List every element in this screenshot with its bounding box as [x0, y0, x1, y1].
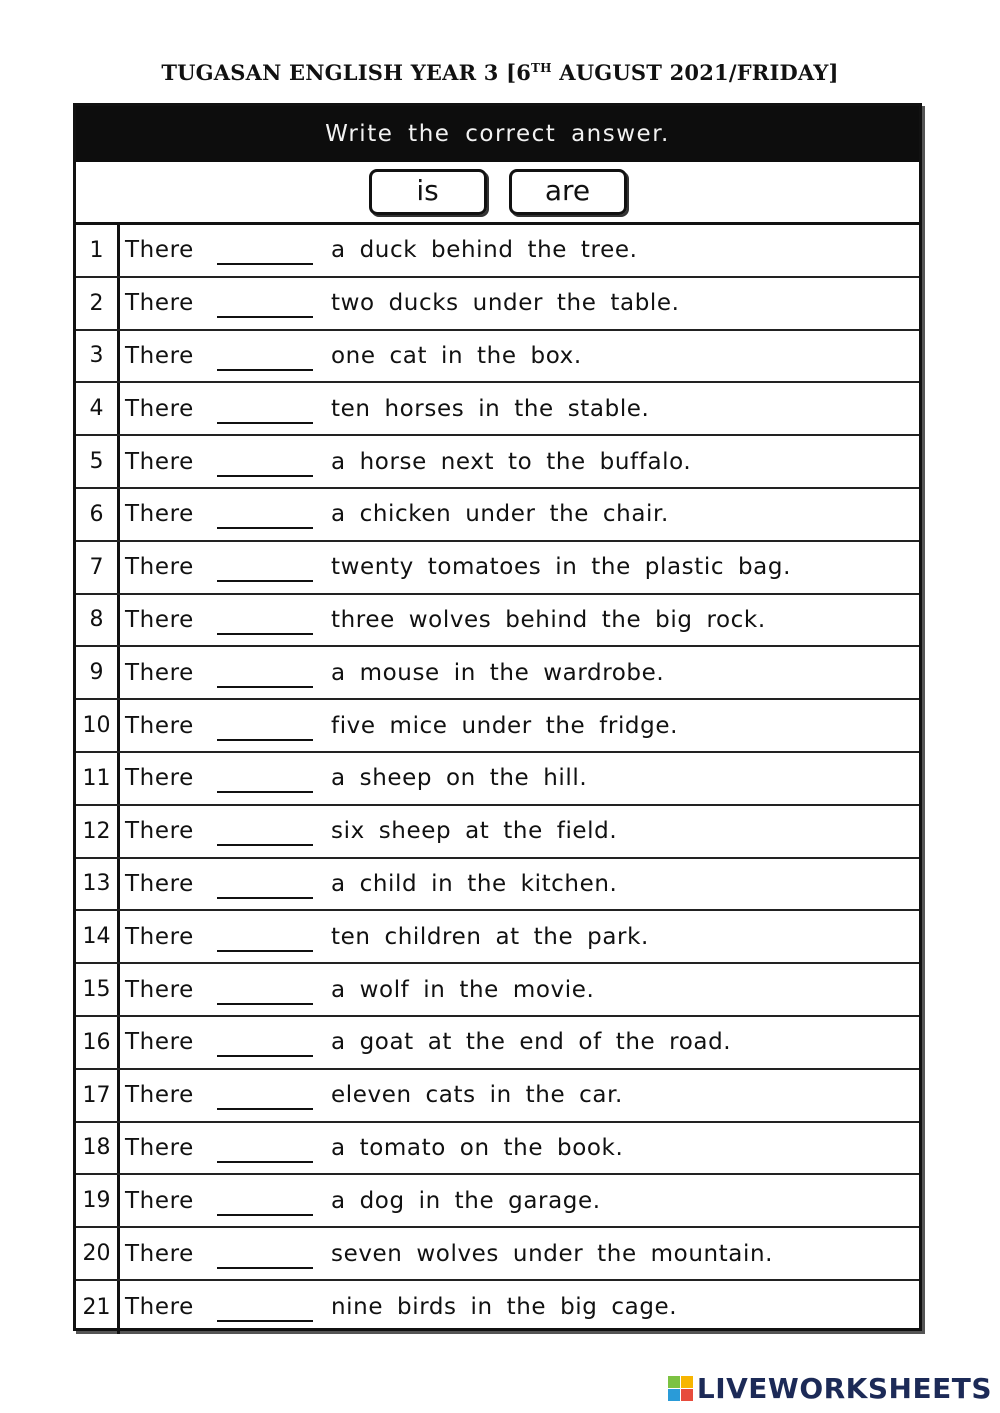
page-title: TUGASAN ENGLISH YEAR 3 [6TH AUGUST 2021/FRIDAY]	[161, 60, 839, 85]
question-row	[76, 383, 919, 436]
question-sentence	[120, 343, 582, 369]
answer-blank[interactable]	[217, 824, 313, 846]
question-row	[76, 1017, 919, 1070]
sentence-start: There	[125, 1294, 194, 1321]
answer-blank[interactable]	[217, 560, 313, 582]
answer-blank[interactable]	[217, 771, 313, 793]
sentence-start: There	[125, 765, 194, 792]
question-sentence	[120, 1029, 731, 1055]
sentence-rest: six sheep at the field.	[331, 818, 618, 845]
question-sentence	[120, 713, 678, 739]
logo-square	[681, 1389, 693, 1401]
question-row	[76, 225, 919, 278]
question-row	[76, 595, 919, 648]
question-sentence	[120, 1082, 623, 1108]
question-number: 17	[76, 1070, 120, 1121]
question-sentence	[120, 449, 691, 475]
sentence-rest: nine birds in the big cage.	[331, 1294, 678, 1321]
question-row	[76, 647, 919, 700]
sentence-rest: eleven cats in the car.	[331, 1082, 623, 1109]
answer-blank[interactable]	[217, 983, 313, 1005]
sentence-rest: a goat at the end of the road.	[331, 1029, 732, 1056]
question-row	[76, 1281, 919, 1334]
question-number: 21	[76, 1281, 120, 1334]
answer-blank[interactable]	[217, 877, 313, 899]
sentence-start: There	[125, 554, 194, 581]
answer-blank[interactable]	[217, 1141, 313, 1163]
question-sentence	[120, 871, 617, 897]
sentence-rest: twenty tomatoes in the plastic bag.	[331, 554, 791, 581]
liveworksheets-logo: LIVEWORKSHEETS	[668, 1372, 992, 1405]
question-row	[76, 489, 919, 542]
question-sentence	[120, 818, 617, 844]
sentence-start: There	[125, 1240, 194, 1267]
question-number: 6	[76, 489, 120, 540]
question-number: 14	[76, 911, 120, 962]
question-row	[76, 1175, 919, 1228]
answer-blank[interactable]	[217, 719, 313, 741]
question-sentence	[120, 1294, 677, 1320]
logo-square	[668, 1389, 680, 1401]
question-number: 4	[76, 383, 120, 434]
answer-blank[interactable]	[217, 243, 313, 265]
question-number: 2	[76, 278, 120, 329]
question-row	[76, 859, 919, 912]
instruction-banner: Write the correct answer.	[76, 106, 919, 162]
sentence-start: There	[125, 1134, 194, 1161]
answer-blank[interactable]	[217, 402, 313, 424]
question-row	[76, 1070, 919, 1123]
question-row	[76, 964, 919, 1017]
sentence-start: There	[125, 923, 194, 950]
sentence-start: There	[125, 712, 194, 739]
question-row	[76, 753, 919, 806]
sentence-start: There	[125, 976, 194, 1003]
sentence-rest: a chicken under the chair.	[331, 501, 669, 528]
answer-blank[interactable]	[217, 1088, 313, 1110]
question-sentence	[120, 607, 766, 633]
answer-blank[interactable]	[217, 349, 313, 371]
sentence-rest: two ducks under the table.	[331, 290, 680, 317]
sentence-rest: three wolves behind the big rock.	[331, 606, 766, 633]
sentence-start: There	[125, 395, 194, 422]
sentence-start: There	[125, 290, 194, 317]
liveworksheets-logo-icon	[668, 1376, 693, 1401]
sentence-start: There	[125, 870, 194, 897]
sentence-start: There	[125, 237, 194, 264]
sentence-start: There	[125, 659, 194, 686]
question-sentence	[120, 290, 680, 316]
sentence-start: There	[125, 448, 194, 475]
option-are[interactable]: are	[509, 169, 627, 215]
sentence-rest: a duck behind the tree.	[331, 237, 638, 264]
question-number: 5	[76, 436, 120, 487]
option-is[interactable]: is	[369, 169, 487, 215]
question-number: 8	[76, 595, 120, 646]
question-row	[76, 436, 919, 489]
question-sentence	[120, 237, 638, 263]
sentence-start: There	[125, 1029, 194, 1056]
question-sentence	[120, 1135, 623, 1161]
question-number: 20	[76, 1228, 120, 1279]
question-list	[76, 225, 919, 1334]
question-sentence	[120, 765, 587, 791]
answer-blank[interactable]	[217, 930, 313, 952]
question-row	[76, 331, 919, 384]
sentence-start: There	[125, 1187, 194, 1214]
sentence-rest: a dog in the garage.	[331, 1187, 601, 1214]
sentence-rest: a tomato on the book.	[331, 1134, 624, 1161]
question-row	[76, 1123, 919, 1176]
question-sentence	[120, 660, 664, 686]
answer-options	[76, 162, 919, 225]
logo-square	[681, 1376, 693, 1388]
answer-blank[interactable]	[217, 613, 313, 635]
question-sentence	[120, 396, 649, 422]
question-row	[76, 806, 919, 859]
sentence-rest: seven wolves under the mountain.	[331, 1240, 774, 1267]
question-number: 10	[76, 700, 120, 751]
question-row	[76, 911, 919, 964]
question-number: 7	[76, 542, 120, 593]
question-sentence	[120, 924, 649, 950]
worksheet	[73, 103, 922, 1331]
answer-blank[interactable]	[217, 296, 313, 318]
question-sentence	[120, 1188, 601, 1214]
question-sentence	[120, 501, 669, 527]
answer-blank[interactable]	[217, 455, 313, 477]
sentence-rest: a wolf in the movie.	[331, 976, 595, 1003]
logo-square	[668, 1376, 680, 1388]
question-sentence	[120, 977, 594, 1003]
answer-blank[interactable]	[217, 507, 313, 529]
question-sentence	[120, 554, 791, 580]
question-row	[76, 1228, 919, 1281]
question-number: 16	[76, 1017, 120, 1068]
sentence-start: There	[125, 342, 194, 369]
question-row	[76, 278, 919, 331]
question-number: 19	[76, 1175, 120, 1226]
question-number: 18	[76, 1123, 120, 1174]
sentence-rest: ten children at the park.	[331, 923, 649, 950]
answer-blank[interactable]	[217, 1194, 313, 1216]
sentence-rest: five mice under the fridge.	[331, 712, 678, 739]
sentence-start: There	[125, 1082, 194, 1109]
sentence-start: There	[125, 606, 194, 633]
sentence-rest: a sheep on the hill.	[331, 765, 588, 792]
sentence-rest: a horse next to the buffalo.	[331, 448, 692, 475]
sentence-rest: a child in the kitchen.	[331, 870, 618, 897]
question-number: 13	[76, 859, 120, 910]
question-number: 3	[76, 331, 120, 382]
question-number: 1	[76, 225, 120, 276]
answer-blank[interactable]	[217, 1300, 313, 1322]
answer-blank[interactable]	[217, 1035, 313, 1057]
sentence-start: There	[125, 818, 194, 845]
question-row	[76, 700, 919, 753]
sentence-start: There	[125, 501, 194, 528]
sentence-rest: a mouse in the wardrobe.	[331, 659, 665, 686]
answer-blank[interactable]	[217, 666, 313, 688]
question-sentence	[120, 1241, 773, 1267]
sentence-rest: ten horses in the stable.	[331, 395, 650, 422]
answer-blank[interactable]	[217, 1247, 313, 1269]
sentence-rest: one cat in the box.	[331, 342, 582, 369]
question-number: 9	[76, 647, 120, 698]
question-number: 11	[76, 753, 120, 804]
question-number: 15	[76, 964, 120, 1015]
question-row	[76, 542, 919, 595]
question-number: 12	[76, 806, 120, 857]
